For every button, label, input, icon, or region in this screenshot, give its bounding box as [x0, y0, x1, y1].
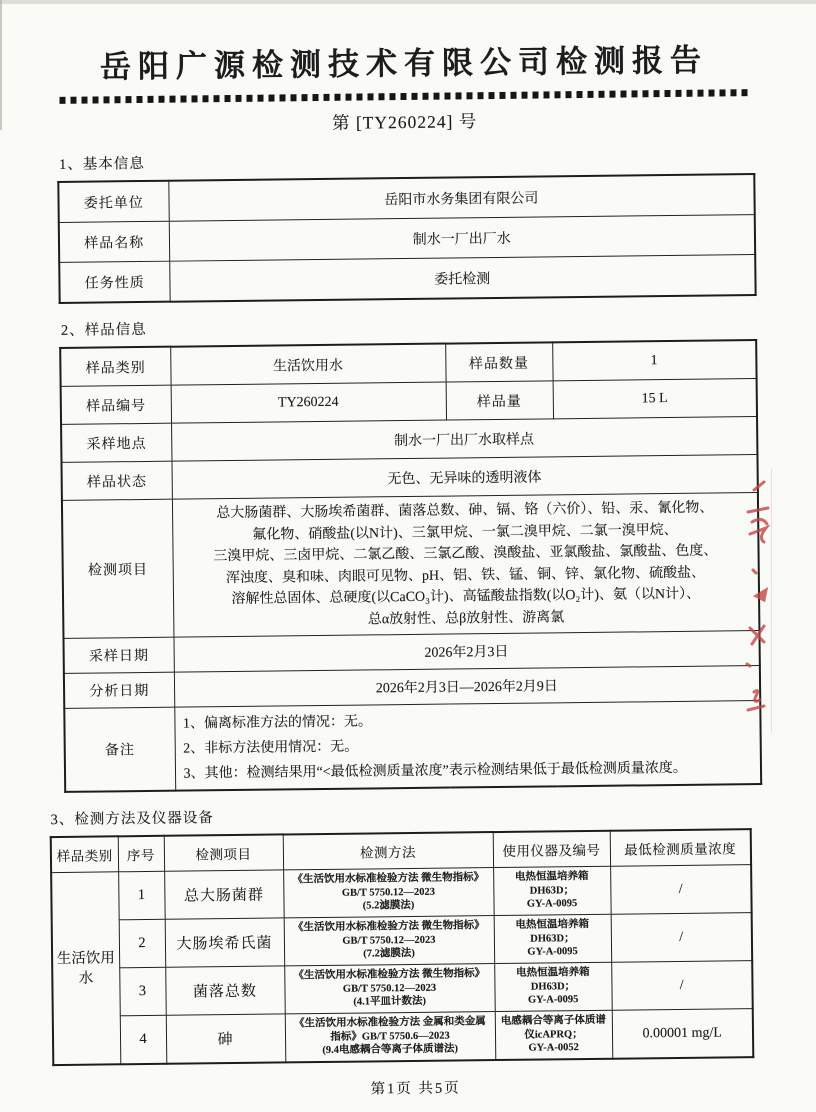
- page-title: 岳阳广源检测技术有限公司检测报告: [99, 42, 709, 85]
- column-header: 检测项目: [164, 834, 283, 871]
- test-items-cell: 总大肠菌群、大肠埃希菌群、菌落总数、砷、镉、铬（六价）、铅、汞、氰化物、 氟化物、硝酸盐(以N计)、三氯甲烷、一氯二溴甲烷、二氯一溴甲烷、 三溴甲烷、三卤甲烷、二氯乙酸、三氯乙酸、溴酸盐、亚氯酸盐、氯酸盐、色度、 浑浊度、臭和味、肉眼可见物、pH、铝、铁、锰、铜、锌、氯化物、硫酸盐、 溶解性总固体、总硬度(以CaCO₃计)、高锰酸盐指数(以O₂计)、氨（以N计）、 总α放射性、总β放射性、游离氯: [172, 493, 760, 638]
- section-2-heading: 2、样品信息: [60, 321, 147, 339]
- row-label: 样品名称: [59, 221, 169, 262]
- method-cell: 《生活饮用水标准检验方法 微生物指标》 GB/T 5750.12—2023 (7.2滤膜法): [284, 916, 495, 966]
- category-cell: 生活饮用水: [51, 872, 120, 1065]
- row-label: 样品数量: [445, 342, 552, 382]
- sample-info-table: [59, 339, 762, 793]
- page-footer: 第1页 共5页: [370, 1080, 461, 1098]
- basic-info-table: [57, 173, 756, 304]
- limit-cell: /: [611, 961, 753, 1011]
- instrument-cell: 电热恒温培养箱 DH63D； GY-A-0095: [494, 914, 612, 963]
- row-number: 1: [118, 871, 165, 920]
- table-row: [51, 865, 751, 921]
- row-label: 样品类别: [60, 347, 170, 387]
- row-number: 3: [119, 967, 166, 1016]
- column-header: 序号: [118, 836, 164, 872]
- row-value: 2026年2月3日—2026年2月9日: [174, 666, 760, 708]
- instrument-cell: 电热恒温培养箱 DH63D； GY-A-0095: [494, 962, 612, 1011]
- section-3-heading: 3、检测方法及仪器设备: [50, 810, 214, 829]
- row-label: 检测项目: [62, 499, 174, 638]
- row-value: 2026年2月3日: [173, 631, 759, 673]
- table-row: [62, 493, 760, 639]
- report-number: 第 [TY260224] 号: [331, 111, 478, 133]
- row-value: 岳阳市水务集团有限公司: [168, 174, 754, 221]
- table-row: [52, 961, 752, 1017]
- row-value: 15 L: [553, 379, 757, 419]
- row-value: 1: [552, 340, 756, 381]
- table-row: [59, 255, 755, 303]
- row-value: 无色、无异味的透明液体: [171, 455, 757, 500]
- column-header: 最低检测质量浓度: [610, 829, 751, 866]
- row-number: 2: [119, 919, 166, 968]
- limit-cell: /: [610, 865, 752, 915]
- instrument-cell: 电感耦合等离子体质谱 仪icAPRQ； GY-A-0052: [495, 1010, 613, 1060]
- item-cell: 总大肠菌群: [164, 870, 284, 919]
- limit-cell: 0.00001 mg/L: [612, 1009, 754, 1059]
- row-value: TY260224: [171, 382, 446, 423]
- item-cell: 菌落总数: [165, 966, 285, 1015]
- row-label: 分析日期: [64, 672, 174, 708]
- instrument-cell: 电热恒温培养箱 DH63D； GY-A-0095: [493, 866, 611, 915]
- table-row: [64, 701, 761, 792]
- row-value: 制水一厂出厂水: [169, 215, 755, 262]
- title-divider: [59, 89, 749, 104]
- methods-table: [50, 828, 755, 1066]
- column-header: 检测方法: [283, 832, 493, 870]
- item-cell: 砷: [166, 1014, 286, 1064]
- row-label: 采样地点: [61, 423, 171, 462]
- item-cell: 大肠埃希氏菌: [165, 918, 285, 967]
- column-header: 样品类别: [51, 836, 118, 872]
- row-number: 4: [120, 1015, 167, 1064]
- method-cell: 《生活饮用水标准检验方法 金属和类金属 指标》GB/T 5750.6—2023 (9.4电感耦合等离子体质谱法): [285, 1012, 496, 1063]
- row-label: 委托单位: [58, 181, 168, 223]
- row-value: 生活饮用水: [170, 344, 445, 386]
- row-value: 委托检测: [169, 255, 755, 302]
- remarks-cell: 1、偏离标准方法的情况：无。 2、非标方法使用情况：无。 3、其他：检测结果用“<最低检测质量浓度”表示检测结果低于最低检测质量浓度。: [174, 701, 761, 791]
- section-1-heading: 1、基本信息: [59, 155, 145, 173]
- row-label: 任务性质: [59, 261, 169, 303]
- row-label: 备注: [64, 707, 175, 792]
- table-row: [52, 913, 752, 969]
- row-label: 样品量: [446, 381, 553, 420]
- table-row: [53, 1009, 754, 1065]
- column-header: 使用仪器及编号: [493, 831, 610, 868]
- row-label: 采样日期: [63, 637, 173, 673]
- method-cell: 《生活饮用水标准检验方法 微生物指标》 GB/T 5750.12—2023 (4.1平皿计数法): [284, 964, 495, 1014]
- method-cell: 《生活饮用水标准检验方法 微生物指标》 GB/T 5750.12—2023 (5.2滤膜法): [283, 868, 494, 918]
- row-label: 样品状态: [61, 461, 171, 500]
- row-value: 制水一厂出厂水取样点: [171, 417, 757, 462]
- row-label: 样品编号: [61, 385, 171, 424]
- limit-cell: /: [611, 913, 753, 963]
